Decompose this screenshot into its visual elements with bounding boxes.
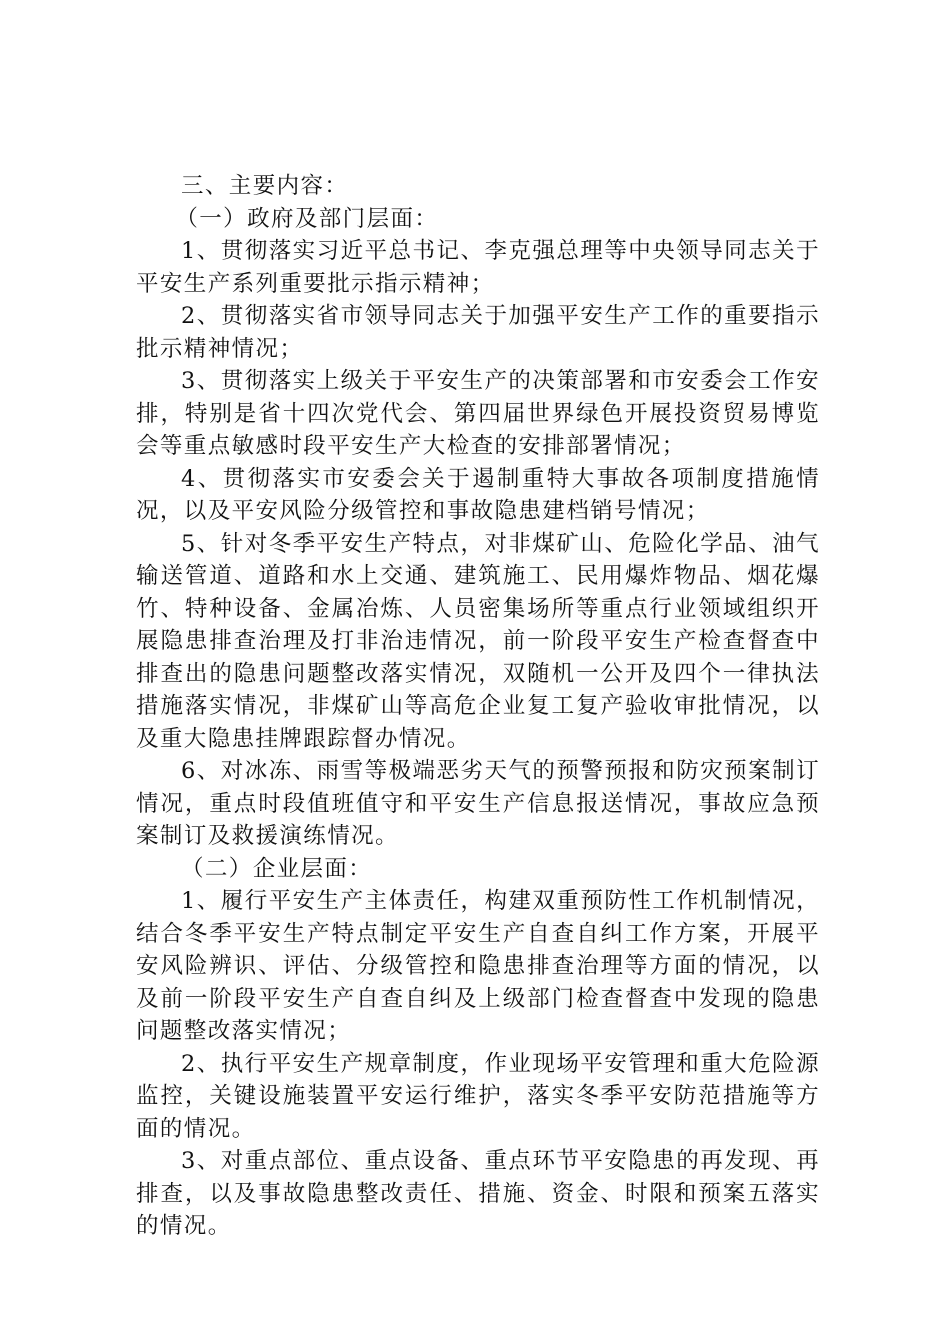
section-title: 三、主要内容： (181, 173, 349, 199)
government-item-4: 4、贯彻落实市安委会关于遏制重特大事故各项制度措施情况，以及平安风险分级管控和事故隐患建档销号情况； (136, 465, 820, 524)
enterprise-heading: （二）企业层面： (181, 855, 373, 882)
enterprise-item-3: 3、对重点部位、重点设备、重点环节平安隐患的再发现、再排查，以及事故隐患整改责任、措施、资金、时限和预案五落实的情况。 (136, 1148, 820, 1239)
document-body (136, 170, 820, 1243)
enterprise-item-1: 1、履行平安生产主体责任，构建双重预防性工作机制情况，结合冬季平安生产特点制定平安生产自查自纠工作方案，开展平安风险辨识、评估、分级管控和隐患排查治理等方面的情况，以及前一阶段平安生产自查自纠及上级部门检查督查中发现的隐患问题整改落实情况； (136, 888, 820, 1044)
government-item-1: 1、贯彻落实习近平总书记、李克强总理等中央领导同志关于平安生产系列重要批示指示精神； (136, 238, 820, 297)
government-item-5: 5、针对冬季平安生产特点，对非煤矿山、危险化学品、油气输送管道、道路和水上交通、建筑施工、民用爆炸物品、烟花爆竹、特种设备、金属冶炼、人员密集场所等重点行业领域组织开展隐患排查治理及打非治违情况，前一阶段平安生产检查督查中排查出的隐患问题整改落实情况，双随机一公开及四个一律执法措施落实情况，非煤矿山等高危企业复工复产验收审批情况，以及重大隐患挂牌跟踪督办情况。 (136, 530, 820, 752)
enterprise-item-2: 2、执行平安生产规章制度，作业现场平安管理和重大危险源监控，关键设施装置平安运行维护，落实冬季平安防范措施等方面的情况。 (136, 1050, 820, 1142)
government-item-6: 6、对冰冻、雨雪等极端恶劣天气的预警预报和防灾预案制订情况，重点时段值班值守和平安生产信息报送情况，事故应急预案制订及救援演练情况。 (136, 758, 820, 849)
government-heading: （一）政府及部门层面： (175, 205, 439, 232)
government-item-2: 2、贯彻落实省市领导同志关于加强平安生产工作的重要指示批示精神情况； (136, 303, 820, 362)
government-item-3: 3、贯彻落实上级关于平安生产的决策部署和市安委会工作安排，特别是省十四次党代会、第四届世界绿色开展投资贸易博览会等重点敏感时段平安生产大检查的安排部署情况； (136, 368, 820, 459)
